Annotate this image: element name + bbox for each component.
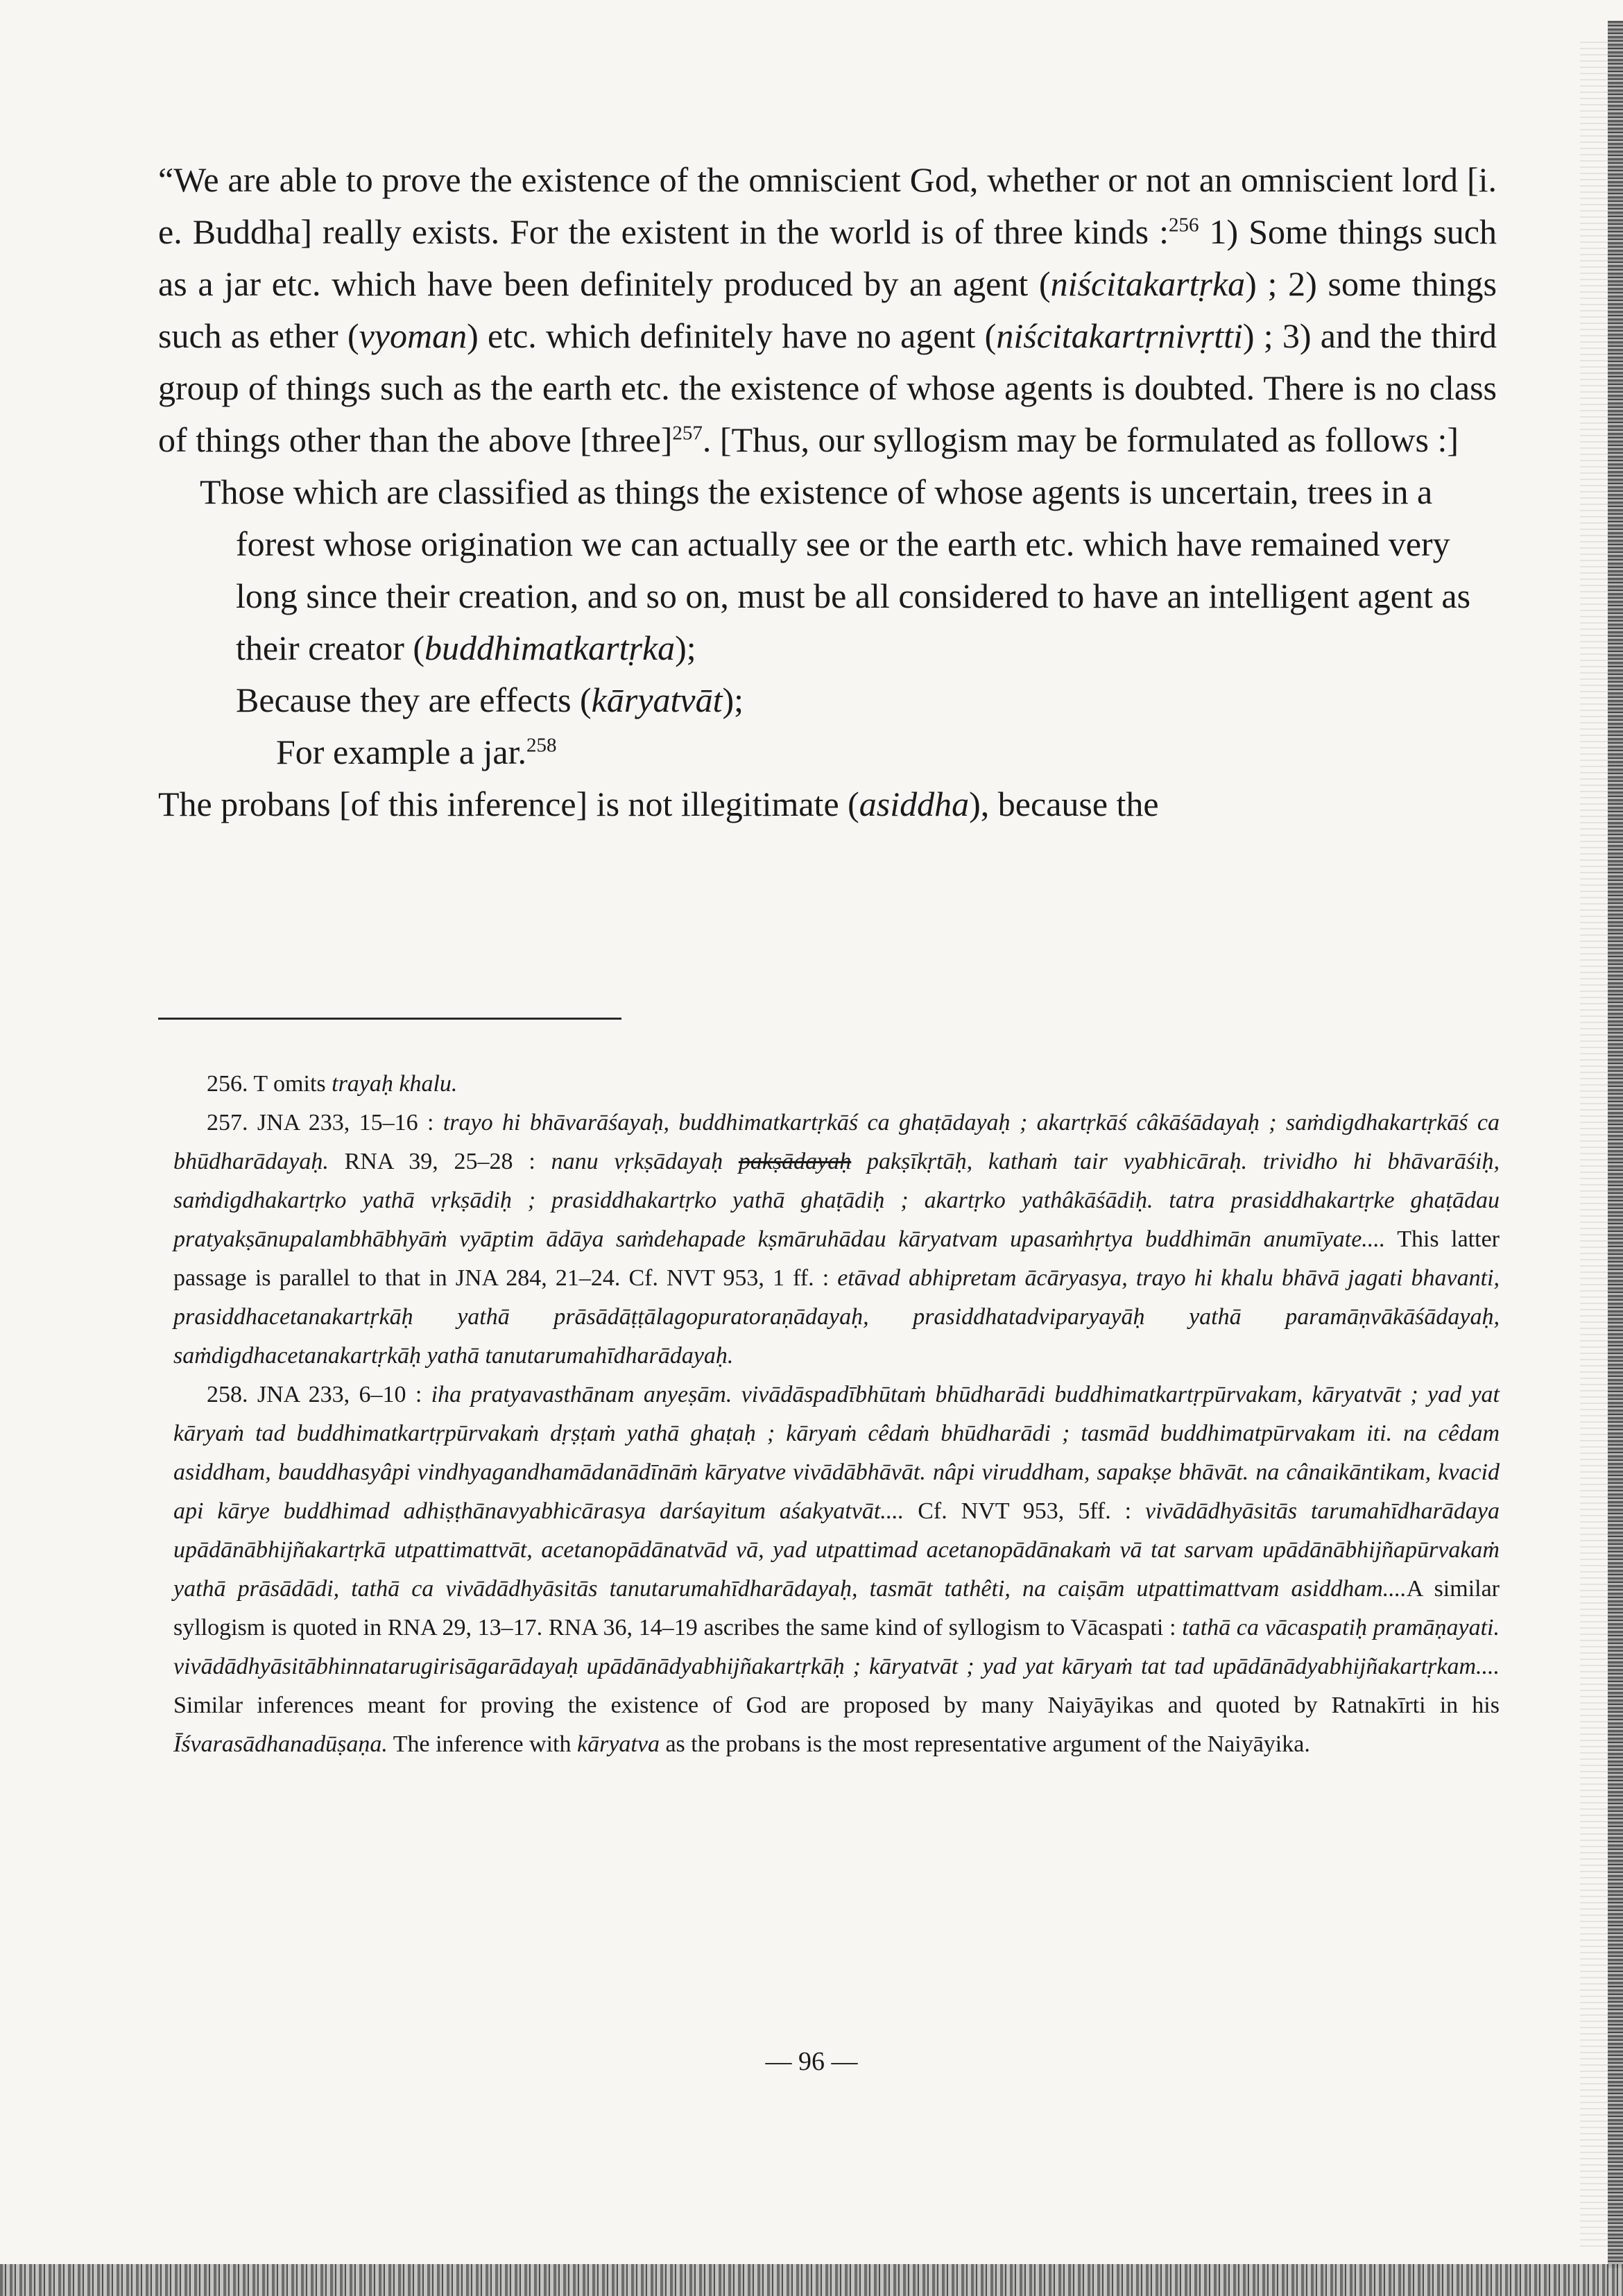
closing-line: The probans [of this inference] is not illegitimate (asiddha), because the: [158, 785, 1159, 823]
footnote-256: 256. T omits trayaḥ khalu.: [207, 1071, 458, 1097]
footnote-257: 257. JNA 233, 15–16 : trayo hi bhāvarāśayaḥ, buddhimatkartṛkāś ca ghaṭādayaḥ ; akartṛkāś câkāśādayaḥ ; saṁdigdhakartṛkāś ca bhūdharādayaḥ. RNA 39, 25–28 : nanu vṛkṣādayaḥ pakṣādayaḥ pakṣīkṛtāḥ, kathaṁ tair vyabhicāraḥ. trividho hi bhāvarāśiḥ, saṁdigdhakartṛko yathā vṛkṣādiḥ ; prasiddhakartṛko yathā ghaṭādiḥ ; akartṛko yathâkāśādiḥ. tatra prasiddhakartṛke ghaṭādau pratyakṣānupalambhābhyāṁ vyāptim ādāya saṁdehapade kṣmāruhādau kāryatvam upasaṁhṛtya buddhimān anumīyate.... This latter passage is parallel to that in JNA 284, 21–24. Cf. NVT 953, 1 ff. : etāvad abhipretam ācāryasya, trayo hi khalu bhāvā jagati bhavanti, prasiddhacetanakartṛkāḥ yathā prāsādāṭṭālagopuratoraṇādayaḥ, prasiddhatadviparyayāḥ yathā paramāṇvākāśādayaḥ, saṁdigdhacetanakartṛkāḥ yathā tanutarumahīdharādayaḥ.: [173, 1110, 1500, 1369]
struck-text: pakṣādayaḥ: [738, 1149, 852, 1174]
paragraph-quote: “We are able to prove the existence of the omniscient God, whether or not an omniscient lord [i. e. Buddha] really exists. For the existent in the world is of three kinds :$^{256}$ 1) Some things such as a jar etc. which have been definitely produced by an agent (niścitakartṛka) ; 2) some things such as ether (vyoman) etc. which definitely have no agent (niścitakartṛnivṛtti) ; 3) and the third group of things such as the earth etc. the existence of whose agents is doubted. There is no class of things other than the above [three]$^{257}$. [Thus, our syllogism may be formulated as follows :]: [158, 160, 1497, 459]
footnote-258: 258. JNA 233, 6–10 : iha pratyavasthānam anyeṣām. vivādāspadībhūtaṁ bhūdharādi buddhimatkartṛpūrvakam, kāryatvāt ; yad yat kāryaṁ tad buddhimatkartṛpūrvakaṁ dṛṣṭaṁ yathā ghaṭaḥ ; kāryaṁ cêdaṁ bhūdharādi ; tasmād buddhimatpūrvakam iti. na cêdam asiddham, bauddhasyâpi vindhyagandhamādanādīnāṁ kāryatve vivādābhāvāt. nâpi viruddham, sapakṣe bhāvāt. na cânaikāntikam, kvacid api kārye buddhimad adhiṣṭhānavyabhicārasya darśayitum aśakyatvāt.... Cf. NVT 953, 5ff. : vivādādhyāsitās tarumahīdharādaya upādānābhijñakartṛkā utpattimattvāt, acetanopādānatvād vā, yad utpattimad acetanopādānakaṁ vā tat sarvam upādānābhijñapūrvakaṁ yathā prāsādādi, tathā ca vivādādhyāsitās tanutarumahīdharādayaḥ, tasmāt tathêti, na caiṣām utpattimattvam asiddham....A similar syllogism is quoted in RNA 29, 13–17. RNA 36, 14–19 ascribes the same kind of syllogism to Vācaspati : tathā ca vācaspatiḥ pramāṇayati. vivādādhyāsitābhinnatarugirisāgarādayaḥ upādānādyabhijñakartṛkāḥ ; kāryatvāt ; yad yat kāryaṁ tat tad upādānādyabhijñakartṛkam.... Similar inferences meant for proving the existence of God are proposed by many Naiyāyikas and quoted by Ratnakīrti in his Īśvarasādhanadūṣaṇa. The inference with kāryatva as the probans is the most representative argument of the Naiyāyika.: [173, 1382, 1500, 1757]
term: niścitakartṛnivṛtti: [996, 316, 1243, 355]
footnote-ref-256[interactable]: 256: [1169, 214, 1199, 237]
footnote-ref-257[interactable]: 257: [672, 422, 703, 445]
scan-speckle: [1580, 42, 1608, 2247]
term: asiddha: [859, 785, 970, 823]
footnotes: [173, 1065, 1500, 1764]
page-number: — 96 —: [765, 2047, 858, 2076]
scan-edge-bottom: [0, 2264, 1623, 2296]
syllogism-thesis: Those which are classified as things the existence of whose agents is uncertain, trees in a forest whose origination we can actually see or the earth etc. which have remained very long since their creation, and so on, must be all considered to have an intelligent agent as their creator (buddhimatkartṛka);: [200, 472, 1471, 667]
main-text: [158, 154, 1497, 830]
syllogism-reason: Because they are effects (kāryatvāt);: [236, 680, 744, 719]
footnote-ref-258[interactable]: 258: [526, 734, 557, 757]
term: kāryatvāt: [591, 680, 723, 719]
term: buddhimatkartṛka: [424, 628, 676, 667]
scan-edge-right: [1608, 21, 1623, 2268]
footnote-divider: [158, 1018, 621, 1020]
term: niścitakartṛka: [1050, 264, 1246, 303]
syllogism-example: For example a jar.$^{258}$: [276, 733, 557, 771]
term: vyoman: [359, 316, 467, 355]
